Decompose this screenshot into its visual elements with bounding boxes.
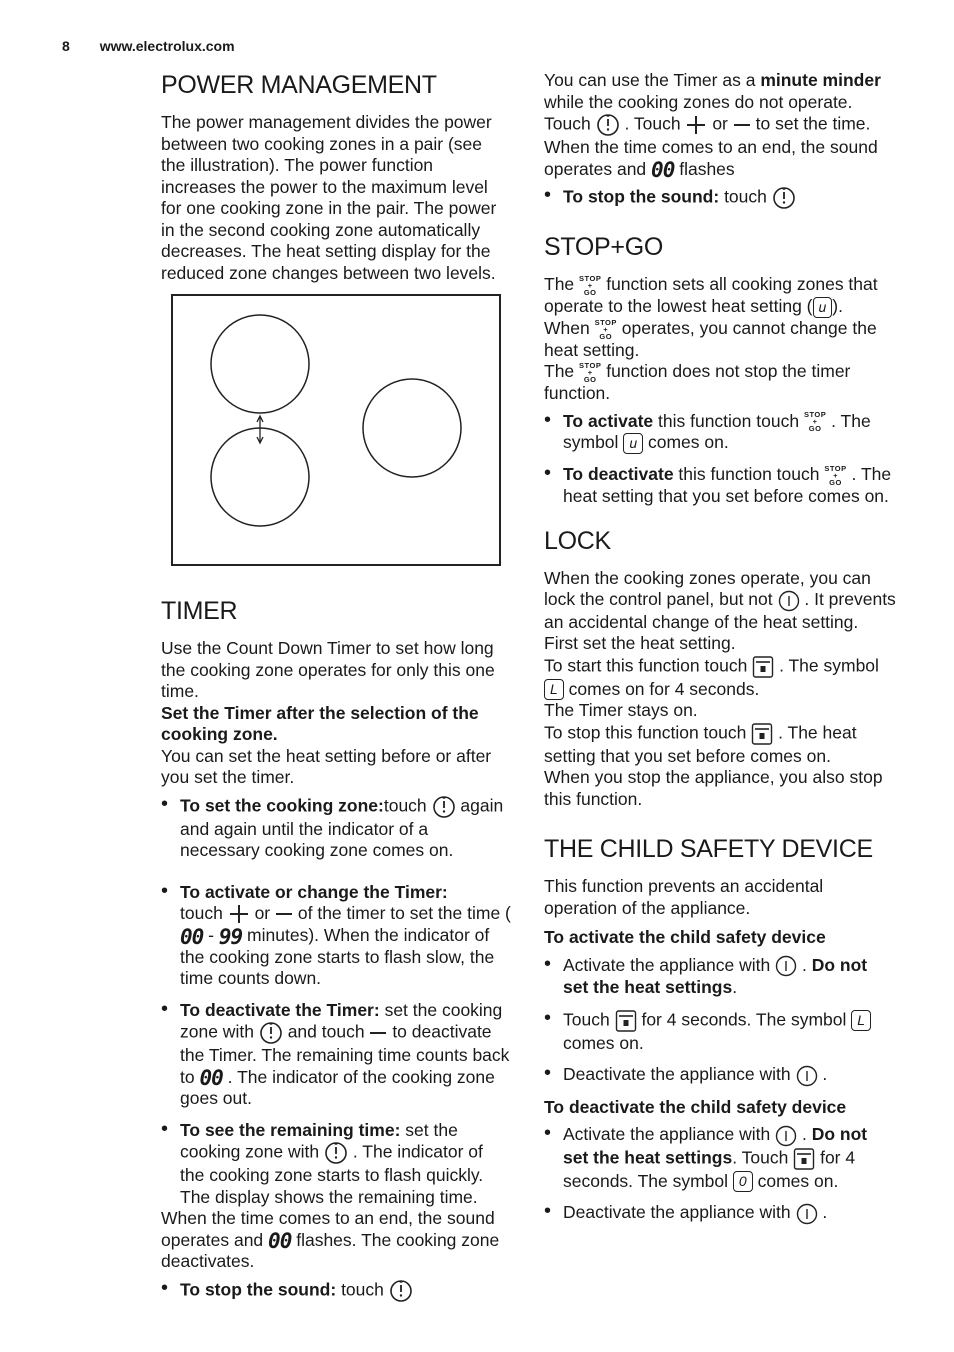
stopgo-icon: STOP + GO: [594, 317, 617, 341]
lock-p2: First set the heat setting.: [544, 633, 736, 653]
list-item: • Touch for 4 seconds. The symbol L comes on.: [544, 1009, 896, 1055]
list-item: • To activate this function touch STOP + GO . The symbol u comes on.: [544, 411, 896, 455]
cooking-zones-illustration: [171, 294, 501, 566]
minus-icon: [733, 114, 751, 136]
power-management-title: POWER MANAGEMENT: [161, 71, 437, 99]
zone-circle-top-left: [211, 315, 309, 413]
display-99: 99: [218, 924, 243, 949]
child-deactivate-title: To deactivate the child safety device: [544, 1096, 847, 1117]
lock-icon: [793, 1147, 815, 1171]
lock-p6: When you stop the appliance, you also stop this function.: [544, 767, 883, 809]
minute-minder-text: You can use the Timer as a minute minder while the cooking zones do not operate. Touch . Touch or to set the time. When the time comes to an end, the sound operates and 00 flashes: [544, 70, 881, 182]
right-column: [544, 70, 896, 1235]
timer-icon: [596, 113, 620, 137]
child-safety-intro: This function prevents an accidental operation of the appliance.: [544, 876, 824, 918]
left-column: [161, 70, 511, 1313]
child-activate-title: To activate the child safety device: [544, 927, 826, 948]
timer-icon: [432, 795, 456, 819]
timer-icon: [772, 186, 796, 210]
timer-icon: [324, 1141, 348, 1165]
zone-circle-right: [363, 379, 461, 477]
stopgo-p2: When STOP + GO operates, you cannot change the heat setting.: [544, 317, 877, 360]
symbol-u: u: [623, 433, 643, 454]
display-00: 00: [268, 1229, 292, 1254]
stopgo-list: [544, 411, 896, 508]
lock-title: LOCK: [544, 526, 611, 555]
power-icon: [796, 1065, 818, 1087]
display-00: 00: [651, 157, 675, 182]
child-deactivate-list: [544, 1124, 896, 1225]
power-icon: [775, 1125, 797, 1147]
timer-end-text: When the time comes to an end, the sound operates and 00 flashes. The cooking zone deactivates.: [161, 1208, 500, 1272]
lock-p1: When the cooking zones operate, you can lock the control panel, but not . It prevents an accidental change of the heat setting.: [544, 567, 896, 632]
website-url: www.electrolux.com: [99, 38, 235, 54]
list-item: • To activate or change the Timer: touch or of the timer to set the time ( 00 - 99 minutes). When the indicator of the cooking zone starts to flash slow, the time counts down.: [161, 882, 511, 990]
list-item: • Deactivate the appliance with .: [544, 1064, 896, 1086]
timer-stop-list: [161, 1279, 511, 1303]
display-00: 00: [180, 924, 204, 949]
lock-icon: [615, 1009, 637, 1033]
child-activate-list: [544, 955, 896, 1087]
stopgo-icon: STOP + GO: [824, 464, 847, 488]
child-safety-title: THE CHILD SAFETY DEVICE: [544, 835, 873, 864]
list-item: • To deactivate this function touch STOP + GO . The heat setting that you set before comes on.: [544, 464, 896, 507]
plus-icon: [685, 114, 707, 136]
plus-icon: [228, 903, 250, 925]
stopgo-icon: STOP + GO: [579, 361, 602, 384]
power-icon: [775, 955, 797, 977]
page-header: [62, 38, 235, 54]
timer-bold-note: Set the Timer after the selection of the cooking zone.: [161, 702, 479, 744]
timer-title: TIMER: [161, 597, 238, 625]
list-item: • To stop the sound: touch: [161, 1279, 511, 1303]
stopgo-title: STOP+GO: [544, 233, 664, 261]
timer-icon: [259, 1021, 283, 1045]
minute-stop-list: [544, 186, 896, 210]
lock-p4: The Timer stays on.: [544, 700, 698, 721]
list-item: • Activate the appliance with . Do not set the heat settings.: [544, 955, 896, 999]
list-item: • To deactivate the Timer: set the cooking zone with and touch to deactivate the Timer. The remaining time counts back to 00 . The indicator of the cooking zone goes out.: [161, 1000, 511, 1110]
power-management-body: The power management divides the power between two cooking zones in a pair (see the illustration). The power function increases the power to the maximum level for one cooking zone in the pair. The power in the second cooking zone automatically decreases. The heat setting display for the reduced zone changes between two levels.: [161, 112, 497, 283]
lock-p5: To stop this function touch . The heat setting that you set before comes on.: [544, 722, 857, 766]
stopgo-icon: STOP + GO: [579, 273, 602, 297]
lock-icon: [751, 722, 773, 746]
symbol-l: L: [851, 1010, 871, 1031]
display-00: 00: [199, 1066, 223, 1091]
power-icon: [778, 590, 800, 612]
power-icon: [796, 1203, 818, 1225]
list-item: • To see the remaining time: set the cooking zone with . The indicator of the cooking zone starts to flash quickly. The display shows the remaining time.: [161, 1120, 511, 1209]
page-number: 8: [62, 38, 70, 54]
stopgo-p1: The STOP + GO function sets all cooking zones that operate to the lowest heat setting ( u ).: [544, 273, 878, 316]
timer-icon: [389, 1279, 413, 1303]
minus-icon: [369, 1022, 387, 1044]
list-item: • To stop the sound: touch: [544, 186, 896, 210]
stopgo-p3: The STOP + GO function does not stop the timer function.: [544, 361, 851, 403]
timer-intro: Use the Count Down Timer to set how long the cooking zone operates for only this one time.: [161, 638, 495, 701]
timer-list: [161, 795, 511, 1209]
timer-note: You can set the heat setting before or after you set the timer.: [161, 745, 492, 787]
symbol-0: 0: [733, 1171, 753, 1192]
lock-p3: To start this function touch . The symbol L comes on for 4 seconds.: [544, 655, 879, 699]
lock-icon: [752, 655, 774, 679]
stopgo-icon: STOP + GO: [803, 410, 827, 434]
list-item: • Activate the appliance with . Do not set the heat settings. Touch for 4 seconds. The symbol 0 comes on.: [544, 1124, 896, 1192]
symbol-l: L: [544, 679, 564, 700]
symbol-u: u: [813, 297, 833, 318]
list-item: • Deactivate the appliance with .: [544, 1202, 896, 1224]
list-item: • To set the cooking zone:touch again and again until the indicator of a necessary cooking zone comes on.: [161, 795, 511, 862]
minus-icon: [275, 903, 293, 925]
